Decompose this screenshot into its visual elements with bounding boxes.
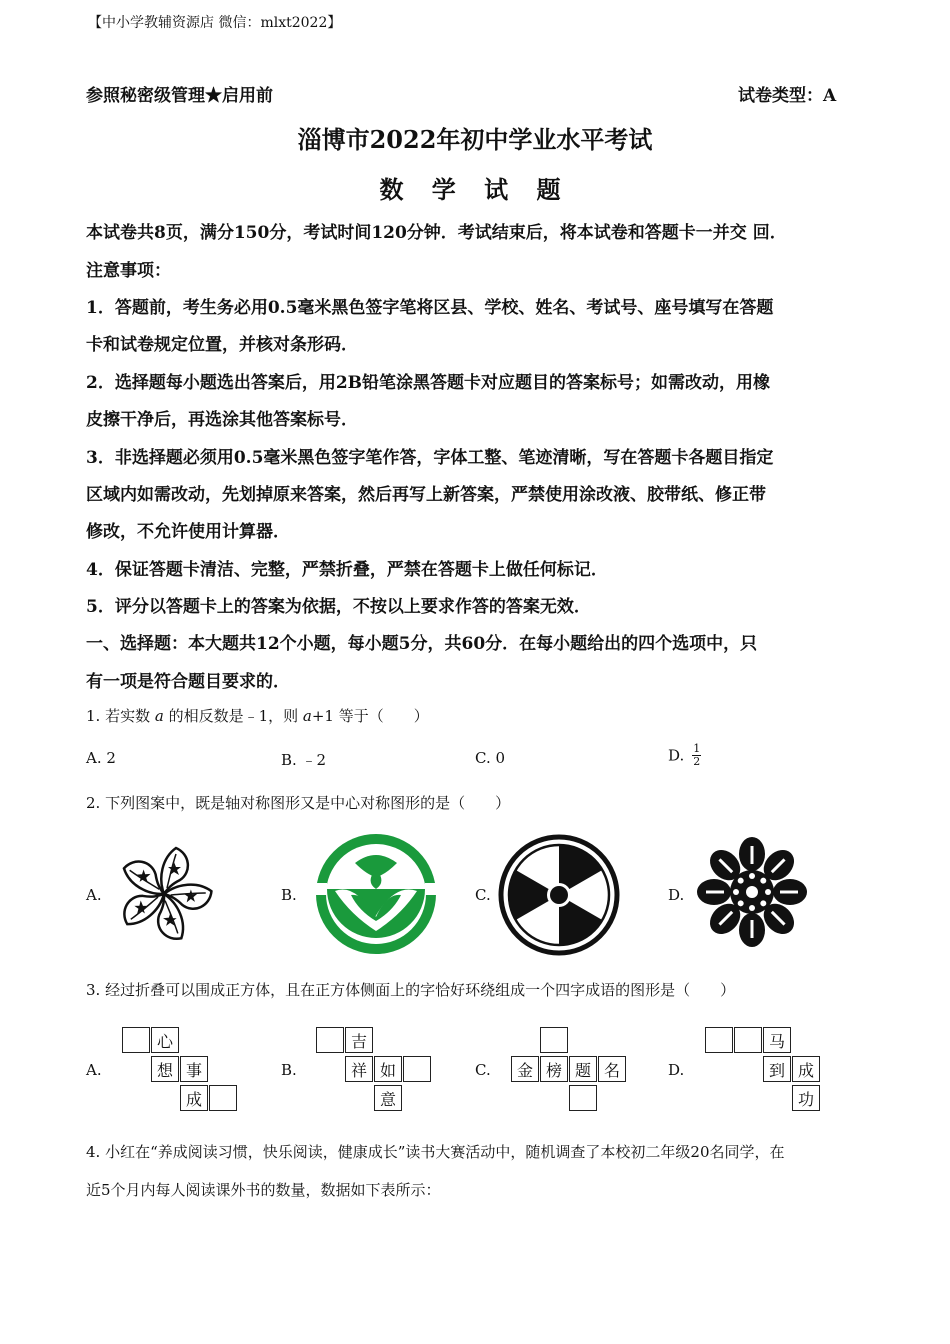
section1-line2: 有一项是符合题目要求的． [86,672,290,692]
notice-4: 4．保证答题卡清洁、完整，严禁折叠，严禁在答题卡上做任何标记． [86,560,608,580]
q3-stem: 3. 经过折叠可以围成正方体，且在正方体侧面上的字恰好环绕组成一个四字成语的图形是（ ） [86,981,736,999]
q1-option-b: B. ﹣2 [281,751,327,769]
secret-mark: 参照秘密级管理★启用前 [86,86,273,106]
q2-label-b: B. [281,886,297,904]
q1-stem-a: 1. 若实数 [86,707,155,725]
net-cell: 金 [511,1056,539,1082]
notice-1-line2: 卡和试卷规定位置，并核对条形码． [86,335,358,355]
notice-3-line3: 修改，不允许使用计算器． [86,522,290,542]
notice-3-line2: 区域内如需改动，先划掉原来答案，然后再写上新答案，严禁使用涂改液、胶带纸、修正带 [86,485,766,505]
q2-label-d: D. [668,886,685,904]
q1-stem-b: 的相反数是﹣1，则 [163,707,303,725]
net-cell [705,1027,733,1053]
q3-label-b: B. [281,1061,297,1079]
net-cell: 想 [151,1056,179,1082]
q1-stem [86,705,429,726]
net-cell: 题 [569,1056,597,1082]
header-note: 【中小学教辅资源店 微信：mlxt2022】 [88,15,342,31]
section1-line1: 一、选择题：本大题共12个小题，每小题5分，共60分．在每小题给出的四个选项中，只 [86,634,758,654]
notice-5: 5．评分以答题卡上的答案为依据，不按以上要求作答的答案无效． [86,597,591,617]
page-subtitle: 数 学 试 题 [379,175,571,204]
q4-line2: 近5个月内每人阅读课外书的数量，数据如下表所示： [86,1181,441,1199]
net-cell [209,1085,237,1111]
net-cell: 吉 [345,1027,373,1053]
notice-2-line1: 2．选择题每小题选出答案后，用2B铅笔涂黑答题卡对应题目的答案标号；如需改动，用橡 [86,373,771,393]
notice-1-line1: 1．答题前，考生务必用0.5毫米黑色签字笔将区县、学校、姓名、考试号、座号填写在答题 [86,298,774,318]
net-cell: 马 [763,1027,791,1053]
paper-type: 试卷类型：A [738,86,837,106]
q1-fraction-num: 1 [693,742,701,755]
notice-2-line2: 皮擦干净后，再选涂其他答案标号． [86,410,358,430]
q1-stem-c: +1 等于（ ） [311,707,429,725]
green-food-icon [315,833,437,955]
q2-label-c: C. [475,886,491,904]
q1-fraction [692,743,701,768]
net-cell [122,1027,150,1053]
q3-label-a: A. [86,1061,102,1079]
net-cell: 榜 [540,1056,568,1082]
q1-fraction-den: 2 [693,755,701,768]
q1-option-d [668,743,701,768]
intro-text: 本试卷共8页，满分150分，考试时间120分钟．考试结束后，将本试卷和答题卡一并交 回． [86,223,787,243]
net-cell: 名 [598,1056,626,1082]
q1-var-a2: a [302,707,312,725]
net-cell: 成 [180,1085,208,1111]
net-cell [569,1085,597,1111]
notice-3-line1: 3．非选择题必须用0.5毫米黑色签字笔作答，字体工整、笔迹清晰，写在答题卡各题目指定 [86,448,774,468]
flower-icon [694,834,810,950]
q2-stem: 2. 下列图案中，既是轴对称图形又是中心对称图形的是（ ） [86,794,511,812]
net-cell [734,1027,762,1053]
net-cell: 祥 [345,1056,373,1082]
net-cell [403,1056,431,1082]
net-cell [540,1027,568,1053]
net-cell: 事 [180,1056,208,1082]
bauhinia-icon [108,838,220,950]
radiation-icon [498,834,620,956]
q1-option-d-label: D. [668,746,685,765]
notice-heading: 注意事项： [86,261,171,281]
net-cell: 功 [792,1085,820,1111]
net-cell: 成 [792,1056,820,1082]
q3-label-c: C. [475,1061,491,1079]
page-title: 淄博市2022年初中学业水平考试 [297,125,653,154]
q3-label-d: D. [668,1061,685,1079]
net-cell: 到 [763,1056,791,1082]
q1-option-a: A. 2 [86,749,116,767]
net-cell [316,1027,344,1053]
net-cell: 心 [151,1027,179,1053]
net-cell: 意 [374,1085,402,1111]
q1-var-a: a [154,707,164,725]
q4-line1: 4. 小红在“养成阅读习惯，快乐阅读，健康成长”读书大赛活动中，随机调查了本校初二年级20名同学，在 [86,1143,785,1161]
q2-label-a: A. [86,886,102,904]
net-cell: 如 [374,1056,402,1082]
q1-option-c: C. 0 [475,749,506,767]
